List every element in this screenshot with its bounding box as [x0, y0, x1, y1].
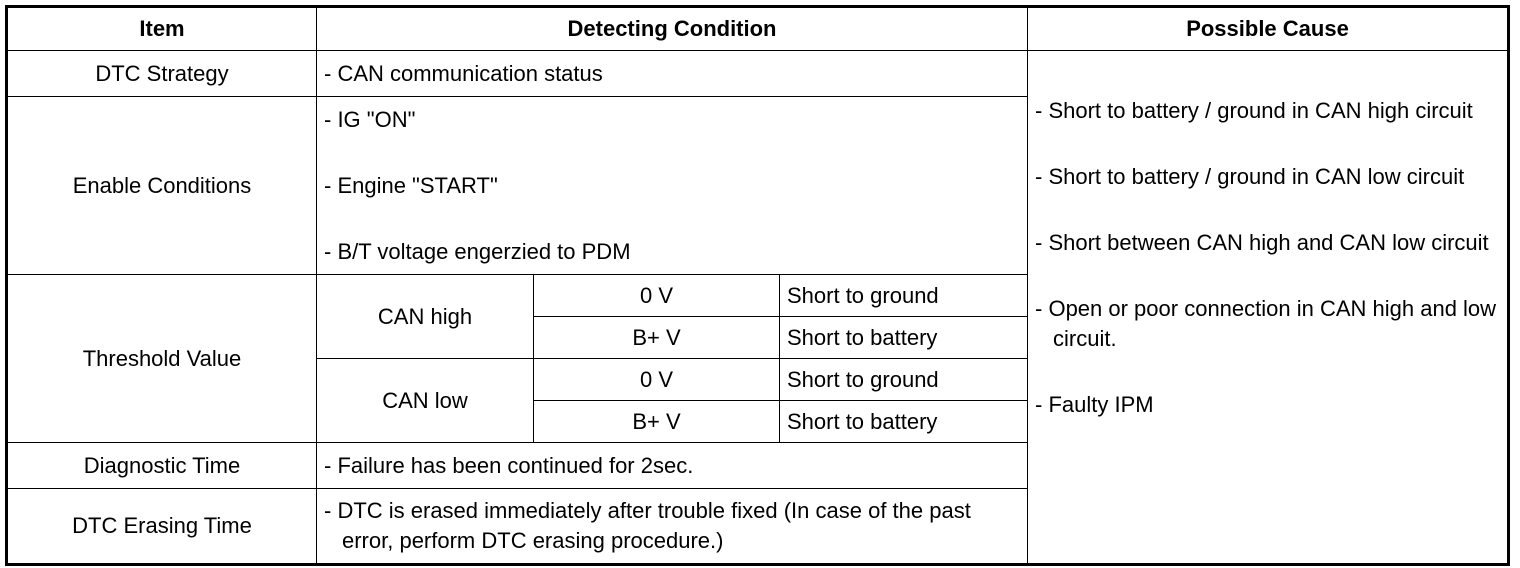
can-high-voltage-1: B+ V	[534, 317, 780, 359]
header-detecting-condition: Detecting Condition	[317, 7, 1028, 51]
cause-item: - Open or poor connection in CAN high and low circuit.	[1035, 296, 1497, 351]
enable-condition: - B/T voltage engerzied to PDM	[324, 238, 631, 264]
header-possible-cause: Possible Cause	[1028, 7, 1509, 51]
possible-cause-cell	[1028, 51, 1509, 565]
can-high-label: CAN high	[317, 275, 534, 359]
cause-item: - Short between CAN high and CAN low circuit	[1035, 230, 1489, 255]
item-dtc-strategy: DTC Strategy	[7, 51, 317, 97]
can-low-voltage-0: 0 V	[534, 359, 780, 401]
condition-diagnostic-time: - Failure has been continued for 2sec.	[317, 443, 1028, 489]
cause-item: - Short to battery / ground in CAN high circuit	[1035, 98, 1473, 123]
item-diagnostic-time: Diagnostic Time	[7, 443, 317, 489]
condition-dtc-strategy: - CAN communication status	[317, 51, 1028, 97]
cause-item: - Faulty IPM	[1035, 392, 1154, 417]
can-low-result-1: Short to battery	[780, 401, 1028, 443]
item-threshold-value: Threshold Value	[7, 275, 317, 443]
enable-condition: - IG "ON"	[324, 106, 416, 132]
can-low-voltage-1: B+ V	[534, 401, 780, 443]
can-low-label: CAN low	[317, 359, 534, 443]
can-high-result-0: Short to ground	[780, 275, 1028, 317]
header-item: Item	[7, 7, 317, 51]
header-row	[7, 7, 1509, 51]
cause-item: - Short to battery / ground in CAN low circuit	[1035, 164, 1465, 189]
can-high-voltage-0: 0 V	[534, 275, 780, 317]
item-enable-conditions: Enable Conditions	[7, 97, 317, 275]
item-dtc-erasing-time: DTC Erasing Time	[7, 489, 317, 565]
dtc-table	[5, 5, 1510, 566]
condition-dtc-erasing-time	[317, 489, 1028, 565]
condition-enable-conditions	[317, 97, 1028, 275]
row-dtc-strategy	[7, 51, 1509, 97]
can-low-result-0: Short to ground	[780, 359, 1028, 401]
can-high-result-1: Short to battery	[780, 317, 1028, 359]
erasing-condition-text: - DTC is erased immediately after trouble fixed (In case of the past error, perform DTC erasing procedure.)	[324, 498, 971, 553]
enable-condition: - Engine "START"	[324, 172, 498, 198]
